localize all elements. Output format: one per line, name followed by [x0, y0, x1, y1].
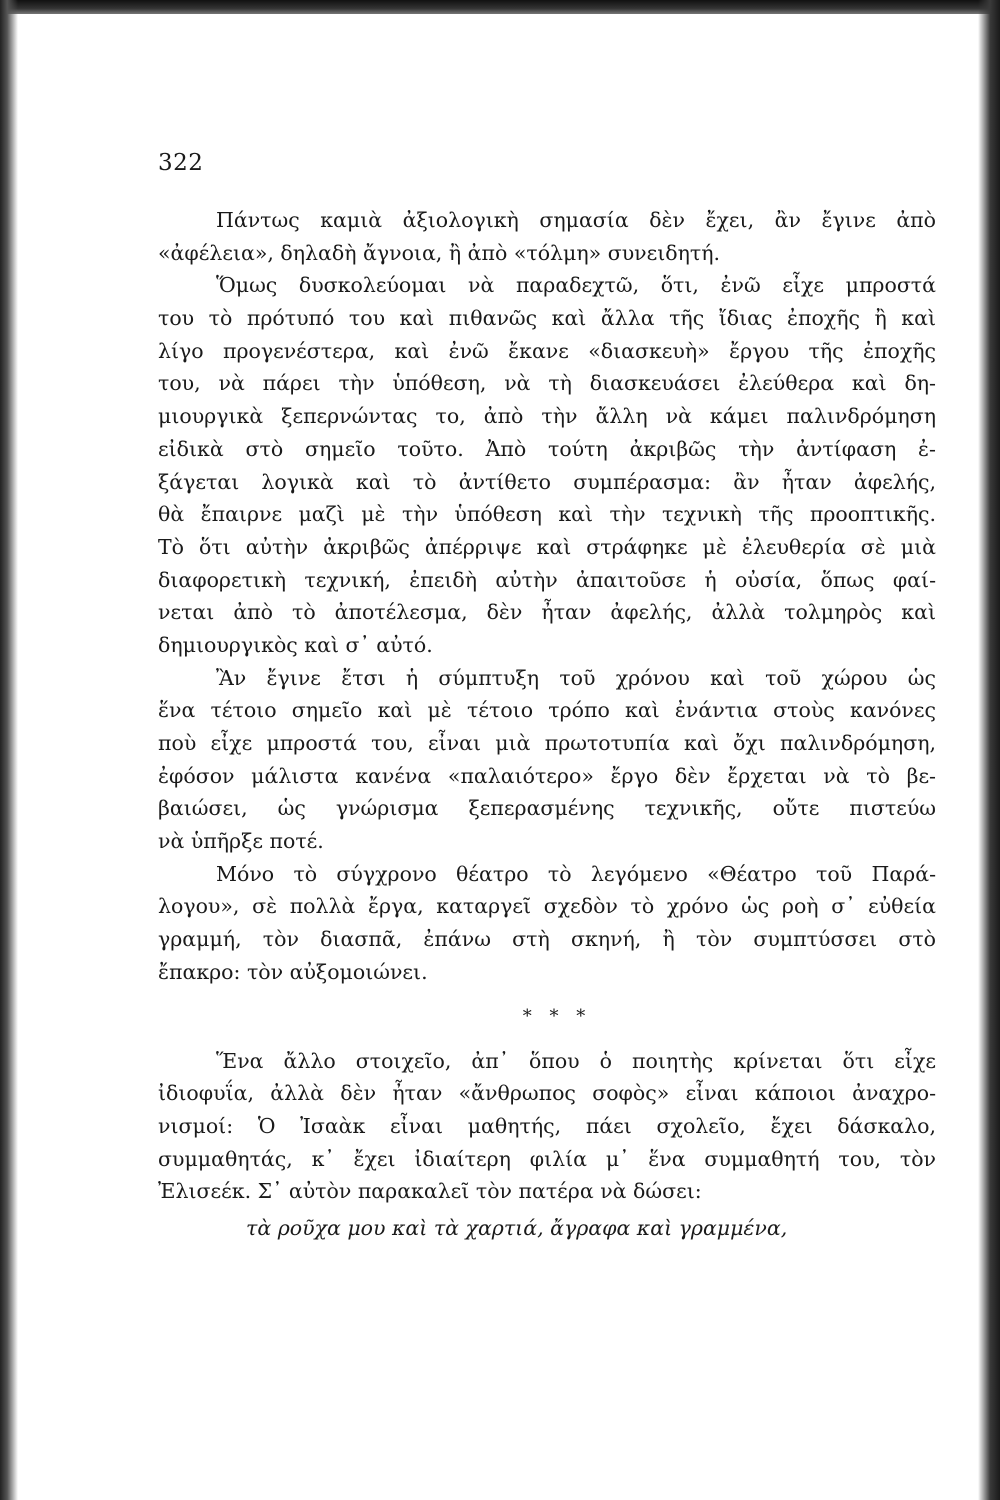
body-text	[158, 204, 936, 1248]
text-line: λίγο προγενέστερα, καὶ ἐνῶ ἔκανε «διασκευὴ» ἔργου τῆς ἐποχῆς	[158, 338, 936, 363]
text-line: συμμαθητάς, κ᾿ ἔχει ἰδιαίτερη φιλία μ᾿ ἕνα συμμαθητή του, τὸν	[158, 1146, 936, 1171]
text-line: διαφορετικὴ τεχνική, ἐπειδὴ αὐτὴν ἀπαιτοῦσε ἡ οὐσία, ὅπως φαί-	[158, 567, 936, 592]
scan-top-edge	[0, 0, 1000, 14]
text-line: λογου», σὲ πολλὰ ἔργα, καταργεῖ σχεδὸν τὸ χρόνο ὡς ροὴ σ᾿ εὐθεία	[158, 894, 936, 919]
text-line: ξάγεται λογικὰ καὶ τὸ ἀντίθετο συμπέρασμα: ἂν ἦταν ἀφελής,	[158, 469, 936, 494]
verse-quote: τὰ ροῦχα μου καὶ τὰ χαρτιά, ἄγραφα καὶ γραμμένα,	[246, 1215, 788, 1240]
text-line: εἰδικὰ στὸ σημεῖο τοῦτο. Ἀπὸ τούτη ἀκριβῶς τὴν ἀντίφαση ἐ-	[158, 436, 936, 461]
text-line: Ἂν ἔγινε ἔτσι ἡ σύμπτυξη τοῦ χρόνου καὶ τοῦ χώρου ὡς	[216, 665, 936, 690]
paragraphs-after-separator	[158, 1045, 936, 1208]
page-number: 322	[158, 150, 204, 176]
text-line: ἐφόσον μάλιστα κανένα «παλαιότερο» ἔργο δὲν ἔρχεται νὰ τὸ βε-	[158, 763, 936, 788]
text-line: ἰδιοφυΐα, ἀλλὰ δὲν ἦταν «ἄνθρωπος σοφὸς» εἶναι κάποιοι ἀναχρο-	[158, 1081, 936, 1106]
text-line: θὰ ἔπαιρνε μαζὶ μὲ τὴν ὑπόθεση καὶ τὴν τεχνικὴ τῆς προοπτικῆς.	[158, 502, 936, 527]
text-line: του τὸ πρότυπό του καὶ πιθανῶς καὶ ἄλλα τῆς ἴδιας ἐποχῆς ἢ καὶ	[158, 306, 936, 331]
text-line: νεται ἀπὸ τὸ ἀποτέλεσμα, δὲν ἦταν ἀφελής, ἀλλὰ τολμηρὸς καὶ	[158, 600, 936, 625]
text-line: ἕνα τέτοιο σημεῖο καὶ μὲ τέτοιο τρόπο καὶ ἐνάντια στοὺς κανόνες	[158, 698, 936, 723]
text-line: Τὸ ὅτι αὐτὴν ἀκριβῶς ἀπέρριψε καὶ στράφηκε μὲ ἐλευθερία σὲ μιὰ	[158, 534, 936, 559]
text-line: του, νὰ πάρει τὴν ὑπόθεση, νὰ τὴ διασκευάσει ἐλεύθερα καὶ δη-	[158, 371, 936, 396]
text-line: «ἀφέλεια», δηλαδὴ ἄγνοια, ἢ ἀπὸ «τόλμη» συνειδητή.	[158, 240, 721, 265]
text-line: ποὺ εἶχε μπροστά του, εἶναι μιὰ πρωτοτυπία καὶ ὄχι παλινδρόμηση,	[158, 731, 936, 755]
text-line: βαιώσει, ὡς γνώρισμα ξεπερασμένης τεχνικῆς, οὔτε πιστεύω	[158, 796, 936, 821]
text-line: νὰ ὑπῆρξε ποτέ.	[158, 829, 324, 854]
scan-right-edge	[978, 0, 1000, 1500]
text-line: Ὅμως δυσκολεύομαι νὰ παραδεχτῶ, ὅτι, ἐνῶ εἶχε μπροστά	[216, 273, 936, 298]
text-line: Ἕνα ἄλλο στοιχεῖο, ἀπ᾿ ὅπου ὁ ποιητὴς κρίνεται ὅτι εἶχε	[216, 1048, 936, 1073]
scan-left-edge	[0, 0, 18, 1500]
text-line: ἔπακρο: τὸν αὐξομοιώνει.	[158, 959, 428, 984]
section-separator: * * *	[522, 1005, 592, 1027]
text-line: Μόνο τὸ σύγχρονο θέατρο τὸ λεγόμενο «Θέατρο τοῦ Παρά-	[216, 861, 936, 886]
text-line: δημιουργικὸς καὶ σ᾿ αὐτό.	[158, 632, 433, 657]
text-line: γραμμή, τὸν διασπᾶ, ἐπάνω στὴ σκηνή, ἢ τὸν συμπτύσσει στὸ	[158, 927, 936, 952]
paragraphs-before-separator	[158, 204, 936, 989]
text-line: μιουργικὰ ξεπερνώντας το, ἀπὸ τὴν ἄλλη νὰ κάμει παλινδρόμηση	[158, 404, 936, 429]
text-line: νισμοί: Ὁ Ἰσαὰκ εἶναι μαθητής, πάει σχολεῖο, ἔχει δάσκαλο,	[158, 1113, 936, 1138]
text-line: Ἐλισεέκ. Σ᾿ αὐτὸν παρακαλεῖ τὸν πατέρα νὰ δώσει:	[158, 1179, 702, 1204]
text-line: Πάντως καμιὰ ἀξιολογικὴ σημασία δὲν ἔχει, ἂν ἔγινε ἀπὸ	[216, 208, 936, 232]
